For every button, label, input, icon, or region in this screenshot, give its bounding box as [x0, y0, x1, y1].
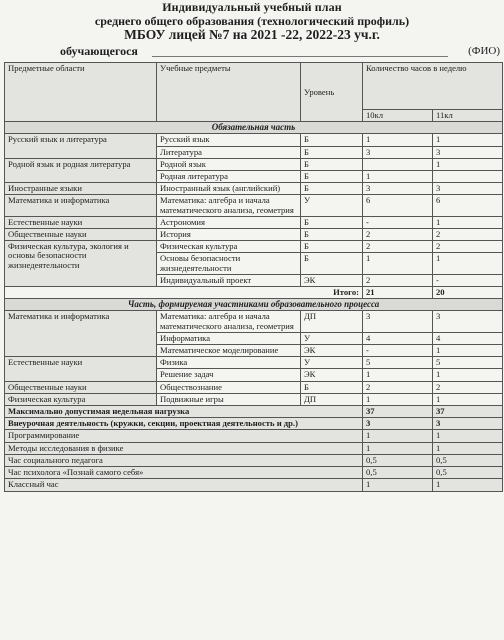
subject-level: Б	[301, 158, 363, 170]
extra-hours-grade-10: 1	[363, 479, 433, 491]
subject-name: Иностранный язык (английский)	[157, 183, 301, 195]
hours-grade-11: 3	[433, 146, 503, 158]
extra-row	[5, 454, 503, 466]
section-row	[5, 299, 503, 311]
table-row	[5, 195, 503, 216]
hours-grade-11: -	[433, 274, 503, 286]
subject-level: ДП	[301, 311, 363, 332]
extra-hours-grade-10: 0,5	[363, 467, 433, 479]
hours-grade-10: 2	[363, 274, 433, 286]
curriculum-table	[4, 62, 503, 492]
extra-row	[5, 467, 503, 479]
subject-area: Математика и информатика	[5, 311, 157, 357]
hours-grade-11: 1	[433, 393, 503, 405]
hours-grade-11: 1	[433, 345, 503, 357]
subject-level: Б	[301, 381, 363, 393]
hours-grade-10: 1	[363, 393, 433, 405]
total-grade-10: 21	[363, 287, 433, 299]
hours-grade-10: 4	[363, 332, 433, 344]
subject-name: Основы безопасности жизнедеятельности	[157, 253, 301, 274]
subject-level: У	[301, 195, 363, 216]
subject-level: Б	[301, 146, 363, 158]
subject-name: Литература	[157, 146, 301, 158]
subject-name: История	[157, 229, 301, 241]
subject-level: Б	[301, 134, 363, 146]
extra-hours-grade-10: 1	[363, 430, 433, 442]
subject-level: ДП	[301, 393, 363, 405]
hours-grade-10: -	[363, 216, 433, 228]
subject-level: Б	[301, 229, 363, 241]
subject-area: Физическая культура	[5, 393, 157, 405]
hours-grade-10: -	[363, 345, 433, 357]
extra-hours-grade-10: 0,5	[363, 454, 433, 466]
subject-area: Физическая культура, экология и основы безопасности жизнедеятельности	[5, 241, 157, 287]
subject-area: Математика и информатика	[5, 195, 157, 216]
subject-area: Общественные науки	[5, 381, 157, 393]
table-row	[5, 183, 503, 195]
subject-level: ЭК	[301, 345, 363, 357]
hours-grade-11: 3	[433, 183, 503, 195]
subject-name: Математика: алгебра и начала математического анализа, геометрия	[157, 195, 301, 216]
extra-row	[5, 479, 503, 491]
subject-name: Обществознание	[157, 381, 301, 393]
fio-label: (ФИО)	[468, 45, 500, 57]
subject-area: Естественные науки	[5, 357, 157, 381]
hours-grade-10: 3	[363, 311, 433, 332]
hours-grade-11: 1	[433, 158, 503, 170]
table-row	[5, 381, 503, 393]
extra-activity-label: Классный час	[5, 479, 363, 491]
subject-name: Подвижные игры	[157, 393, 301, 405]
hours-grade-10: 2	[363, 229, 433, 241]
subject-name: Физическая культура	[157, 241, 301, 253]
hours-grade-11: 1	[433, 134, 503, 146]
extra-activity-label: Час социального педагога	[5, 454, 363, 466]
subject-level: Б	[301, 183, 363, 195]
document-header	[0, 0, 504, 42]
hours-grade-11: 1	[433, 216, 503, 228]
table-row	[5, 357, 503, 369]
table-row	[5, 393, 503, 405]
student-name-blank	[152, 56, 448, 57]
subject-name: Русский язык	[157, 134, 301, 146]
subject-name: Математическое моделирование	[157, 345, 301, 357]
title-line-2: среднего общего образования (технологический профиль)	[94, 13, 410, 28]
hours-grade-10: 1	[363, 253, 433, 274]
extra-activity-label: Программирование	[5, 430, 363, 442]
hours-grade-11: 2	[433, 229, 503, 241]
hours-grade-10: 2	[363, 381, 433, 393]
header-grade-10: 10кл	[363, 110, 433, 122]
subject-name: Физика	[157, 357, 301, 369]
subject-level: ЭК	[301, 369, 363, 381]
extra-hours-grade-11: 0,5	[433, 467, 503, 479]
max-load-row	[5, 406, 503, 418]
extracurricular-row	[5, 418, 503, 430]
max-load-label: Максимально допустимая недельная нагрузка	[5, 406, 363, 418]
header-areas: Предметные области	[5, 63, 157, 122]
subject-area: Родной язык и родная литература	[5, 158, 157, 182]
title-line-3: МБОУ лицей №7 на 2021 -22, 2022-23 уч.г.	[124, 27, 380, 42]
section-title: Часть, формируемая участниками образовательного процесса	[5, 299, 503, 311]
hours-grade-11: 4	[433, 332, 503, 344]
table-header-row	[5, 63, 503, 110]
hours-grade-10: 1	[363, 171, 433, 183]
subject-level: У	[301, 357, 363, 369]
hours-grade-11: 2	[433, 381, 503, 393]
subject-level: У	[301, 332, 363, 344]
extra-hours-grade-11: 1	[433, 442, 503, 454]
total-row	[5, 287, 503, 299]
table-row	[5, 216, 503, 228]
subject-level: Б	[301, 216, 363, 228]
table-row	[5, 311, 503, 332]
extracurricular-grade-10: 3	[363, 418, 433, 430]
header-hours: Количество часов в неделю	[363, 63, 503, 110]
table-row	[5, 134, 503, 146]
hours-grade-11: 5	[433, 357, 503, 369]
extra-activity-label: Час психолога «Познай самого себя»	[5, 467, 363, 479]
hours-grade-11: 1	[433, 369, 503, 381]
subject-name: Родная литература	[157, 171, 301, 183]
subject-area: Русский язык и литература	[5, 134, 157, 158]
total-label: Итого:	[5, 287, 363, 299]
table-row	[5, 158, 503, 170]
extracurricular-label: Внеурочная деятельность (кружки, секции, проектная деятельность и др.)	[5, 418, 363, 430]
section-title: Обязательная часть	[5, 122, 503, 134]
section-row	[5, 122, 503, 134]
subject-name: Родной язык	[157, 158, 301, 170]
extra-hours-grade-11: 1	[433, 430, 503, 442]
curriculum-table-body	[5, 63, 503, 492]
header-subjects: Учебные предметы	[157, 63, 301, 122]
header-grade-11: 11кл	[433, 110, 503, 122]
max-load-grade-10: 37	[363, 406, 433, 418]
hours-grade-10: 3	[363, 146, 433, 158]
hours-grade-10: 1	[363, 369, 433, 381]
hours-grade-11: 3	[433, 311, 503, 332]
extra-row	[5, 442, 503, 454]
extra-row	[5, 430, 503, 442]
subject-level: Б	[301, 171, 363, 183]
hours-grade-10: 6	[363, 195, 433, 216]
max-load-grade-11: 37	[433, 406, 503, 418]
subject-level: Б	[301, 241, 363, 253]
hours-grade-11	[433, 171, 503, 183]
subject-name: Индивидуальный проект	[157, 274, 301, 286]
subject-name: Решение задач	[157, 369, 301, 381]
extra-hours-grade-11: 0,5	[433, 454, 503, 466]
title-line-1: Индивидуальный учебный план	[162, 0, 342, 14]
extra-activity-label: Методы исследования в физике	[5, 442, 363, 454]
hours-grade-10: 3	[363, 183, 433, 195]
hours-grade-10: 1	[363, 134, 433, 146]
hours-grade-11: 2	[433, 241, 503, 253]
extracurricular-grade-11: 3	[433, 418, 503, 430]
extra-hours-grade-11: 1	[433, 479, 503, 491]
hours-grade-10	[363, 158, 433, 170]
hours-grade-10: 5	[363, 357, 433, 369]
subject-area: Естественные науки	[5, 216, 157, 228]
subject-level: ЭК	[301, 274, 363, 286]
subject-name: Математика: алгебра и начала математического анализа, геометрия	[157, 311, 301, 332]
table-row	[5, 229, 503, 241]
hours-grade-10: 2	[363, 241, 433, 253]
student-label: обучающегося	[60, 44, 138, 58]
table-row	[5, 241, 503, 253]
hours-grade-11: 6	[433, 195, 503, 216]
subject-name: Информатика	[157, 332, 301, 344]
extra-hours-grade-10: 1	[363, 442, 433, 454]
subject-level: Б	[301, 253, 363, 274]
subject-name: Астрономия	[157, 216, 301, 228]
total-grade-11: 20	[433, 287, 503, 299]
subject-area: Общественные науки	[5, 229, 157, 241]
student-name-line	[60, 44, 500, 58]
hours-grade-11: 1	[433, 253, 503, 274]
subject-area: Иностранные языки	[5, 183, 157, 195]
header-level: Уровень	[301, 63, 363, 122]
